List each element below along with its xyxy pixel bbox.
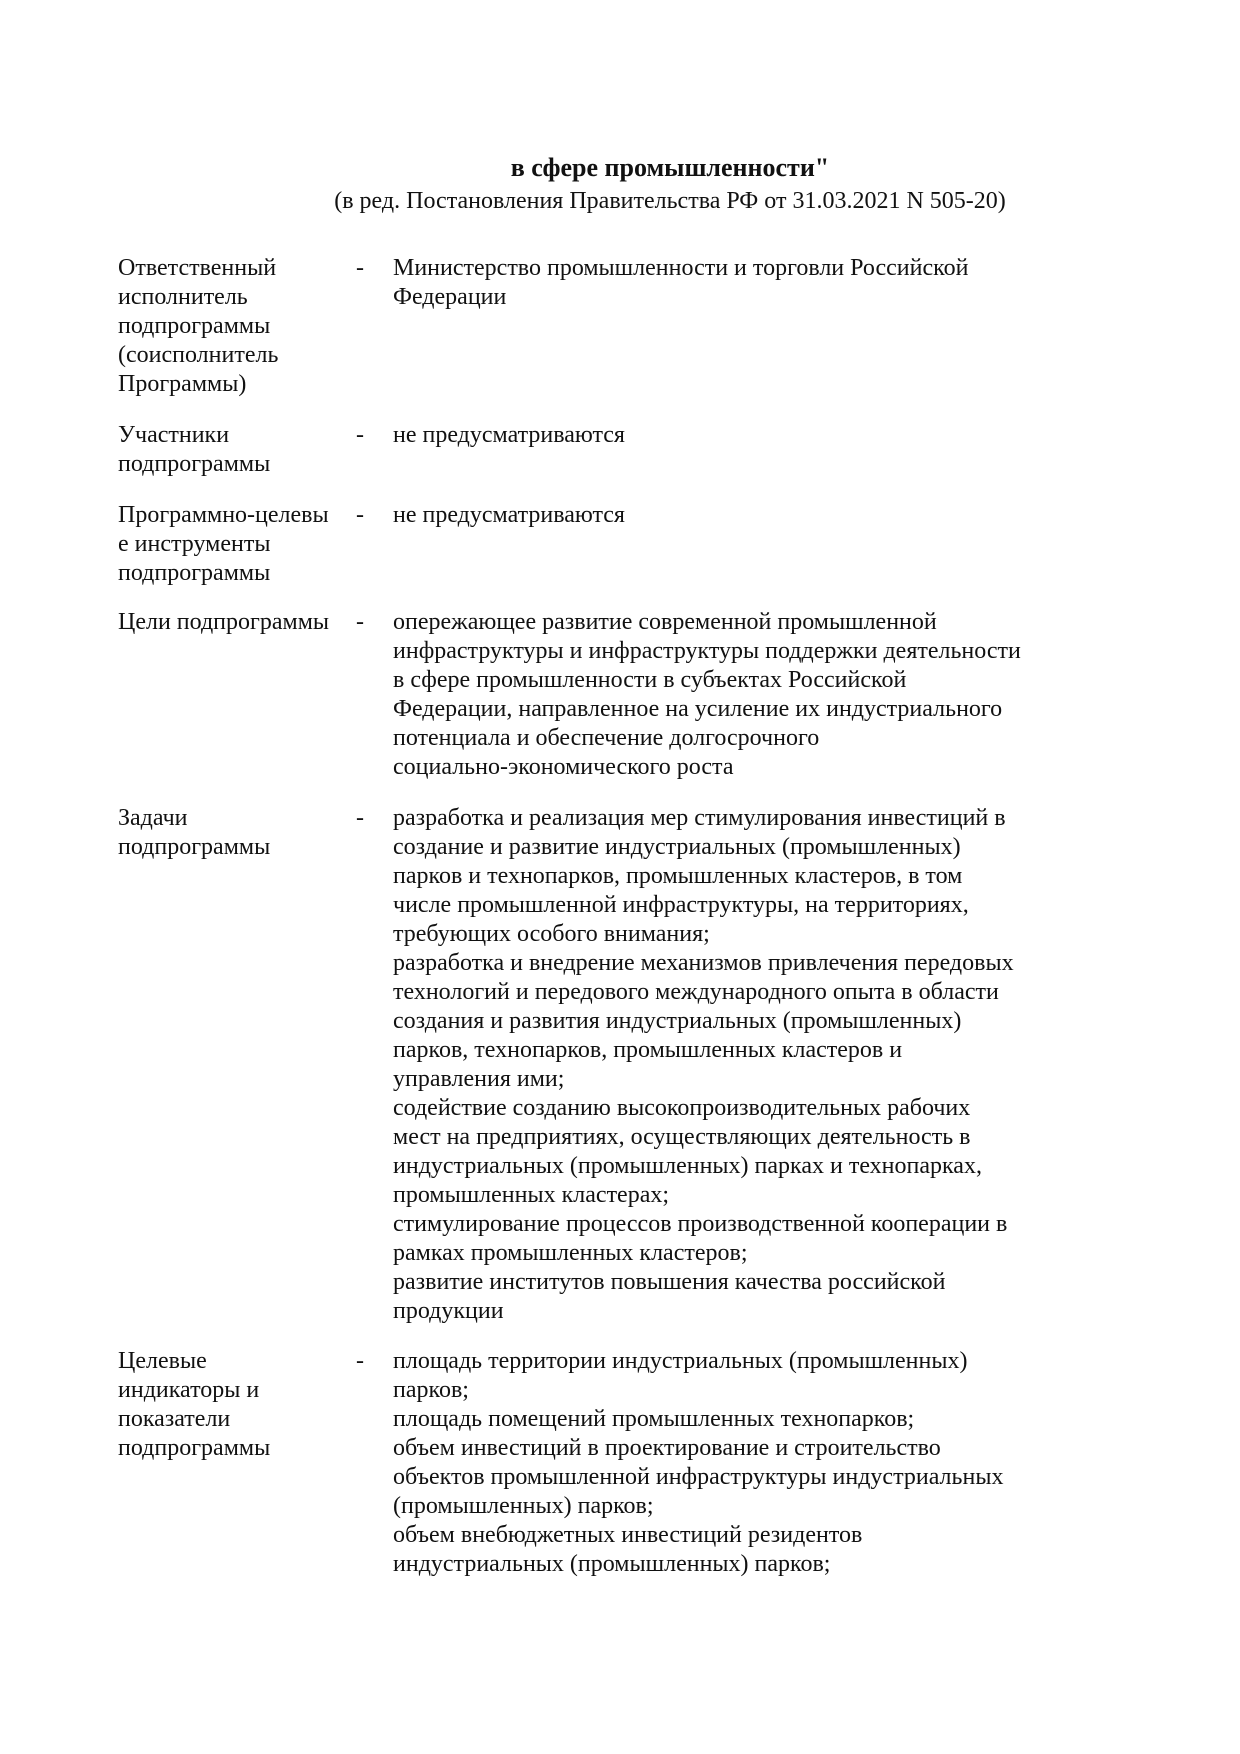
row-value (393, 421, 1093, 450)
row-dash: - (356, 502, 364, 528)
row-value-line: объектов промышленной инфраструктуры индустриальных (393, 1464, 1004, 1490)
row-label-line: Программы) (118, 371, 247, 397)
row-value-line: не предусматриваются (393, 422, 625, 448)
row-value-line: разработка и реализация мер стимулирования инвестиций в (393, 805, 1006, 831)
row-label-line: Ответственный (118, 255, 277, 281)
row-value-line: Федерации (393, 284, 507, 310)
row-value-line: не предусматриваются (393, 502, 625, 528)
row-value-line: в сфере промышленности в субъектах Российской (393, 667, 907, 693)
row-value (393, 1347, 1093, 1579)
row-label-line: подпрограммы (118, 313, 271, 339)
row-value-line: управления ими; (393, 1066, 565, 1092)
row-label-line: показатели (118, 1406, 231, 1432)
row-label-line: подпрограммы (118, 834, 271, 860)
row-label-line: индикаторы и (118, 1377, 260, 1403)
row-dash: - (356, 255, 364, 281)
row-label-line: Программно-целевы (118, 502, 329, 528)
row-label-line: Задачи (118, 805, 188, 831)
row-label (118, 254, 358, 399)
row-label-line: Участники (118, 422, 230, 448)
row-value-line: стимулирование процессов производственной кооперации в (393, 1211, 1008, 1237)
row-label (118, 608, 358, 637)
row-label-line: (соисполнитель (118, 342, 279, 368)
row-label (118, 804, 358, 862)
row-value-line: объем инвестиций в проектирование и строительство (393, 1435, 941, 1461)
row-label (118, 1347, 358, 1463)
row-value-line: индустриальных (промышленных) парков; (393, 1551, 831, 1577)
row-value-line: создания и развития индустриальных (промышленных) (393, 1008, 962, 1034)
row-dash: - (356, 805, 364, 831)
row-label-line: подпрограммы (118, 560, 271, 586)
row-label-line: Цели подпрограммы (118, 609, 330, 635)
row-dash: - (356, 422, 364, 448)
row-value-line: опережающее развитие современной промышленной (393, 609, 937, 635)
row-label-line: подпрограммы (118, 451, 271, 477)
row-value-line: числе промышленной инфраструктуры, на территориях, (393, 892, 969, 918)
row-value-line: содействие созданию высокопроизводительных рабочих (393, 1095, 971, 1121)
row-value-line: парков, технопарков, промышленных кластеров и (393, 1037, 903, 1063)
row-dash: - (356, 609, 364, 635)
row-value-line: промышленных кластерах; (393, 1182, 670, 1208)
row-value-line: мест на предприятиях, осуществляющих деятельность в (393, 1124, 971, 1150)
row-value-line: объем внебюджетных инвестиций резидентов (393, 1522, 863, 1548)
row-value-line: Федерации, направленное на усиление их индустриального (393, 696, 1003, 722)
row-label-line: подпрограммы (118, 1435, 271, 1461)
row-value-line: парков и технопарков, промышленных кластеров, в том (393, 863, 963, 889)
row-value-line: (промышленных) парков; (393, 1493, 654, 1519)
row-value-line: рамках промышленных кластеров; (393, 1240, 748, 1266)
row-value-line: продукции (393, 1298, 504, 1324)
row-value (393, 608, 1093, 782)
row-value-line: требующих особого внимания; (393, 921, 710, 947)
document-subtitle: (в ред. Постановления Правительства РФ от 31.03.2021 N 505-20) (334, 188, 1006, 214)
row-value-line: инфраструктуры и инфраструктуры поддержки деятельности (393, 638, 1021, 664)
row-label-line: Целевые (118, 1348, 207, 1374)
row-value-line: развитие институтов повышения качества российской (393, 1269, 946, 1295)
document-title: в сфере промышленности" (510, 153, 830, 182)
row-dash: - (356, 1348, 364, 1374)
row-label-line: е инструменты (118, 531, 271, 557)
row-label (118, 501, 358, 588)
row-label-line: исполнитель (118, 284, 248, 310)
row-value-line: площадь территории индустриальных (промышленных) (393, 1348, 968, 1374)
row-label (118, 421, 358, 479)
row-value (393, 501, 1093, 530)
row-value-line: создание и развитие индустриальных (промышленных) (393, 834, 961, 860)
row-value-line: социально-экономического роста (393, 754, 734, 780)
row-value-line: индустриальных (промышленных) парках и технопарках, (393, 1153, 982, 1179)
row-value-line: парков; (393, 1377, 469, 1403)
row-value-line: Министерство промышленности и торговли Российской (393, 255, 969, 281)
row-value-line: технологий и передового международного опыта в области (393, 979, 999, 1005)
row-value-line: площадь помещений промышленных технопарков; (393, 1406, 915, 1432)
row-value-line: разработка и внедрение механизмов привлечения передовых (393, 950, 1014, 976)
row-value (393, 804, 1093, 1326)
row-value (393, 254, 1093, 312)
row-value-line: потенциала и обеспечение долгосрочного (393, 725, 820, 751)
